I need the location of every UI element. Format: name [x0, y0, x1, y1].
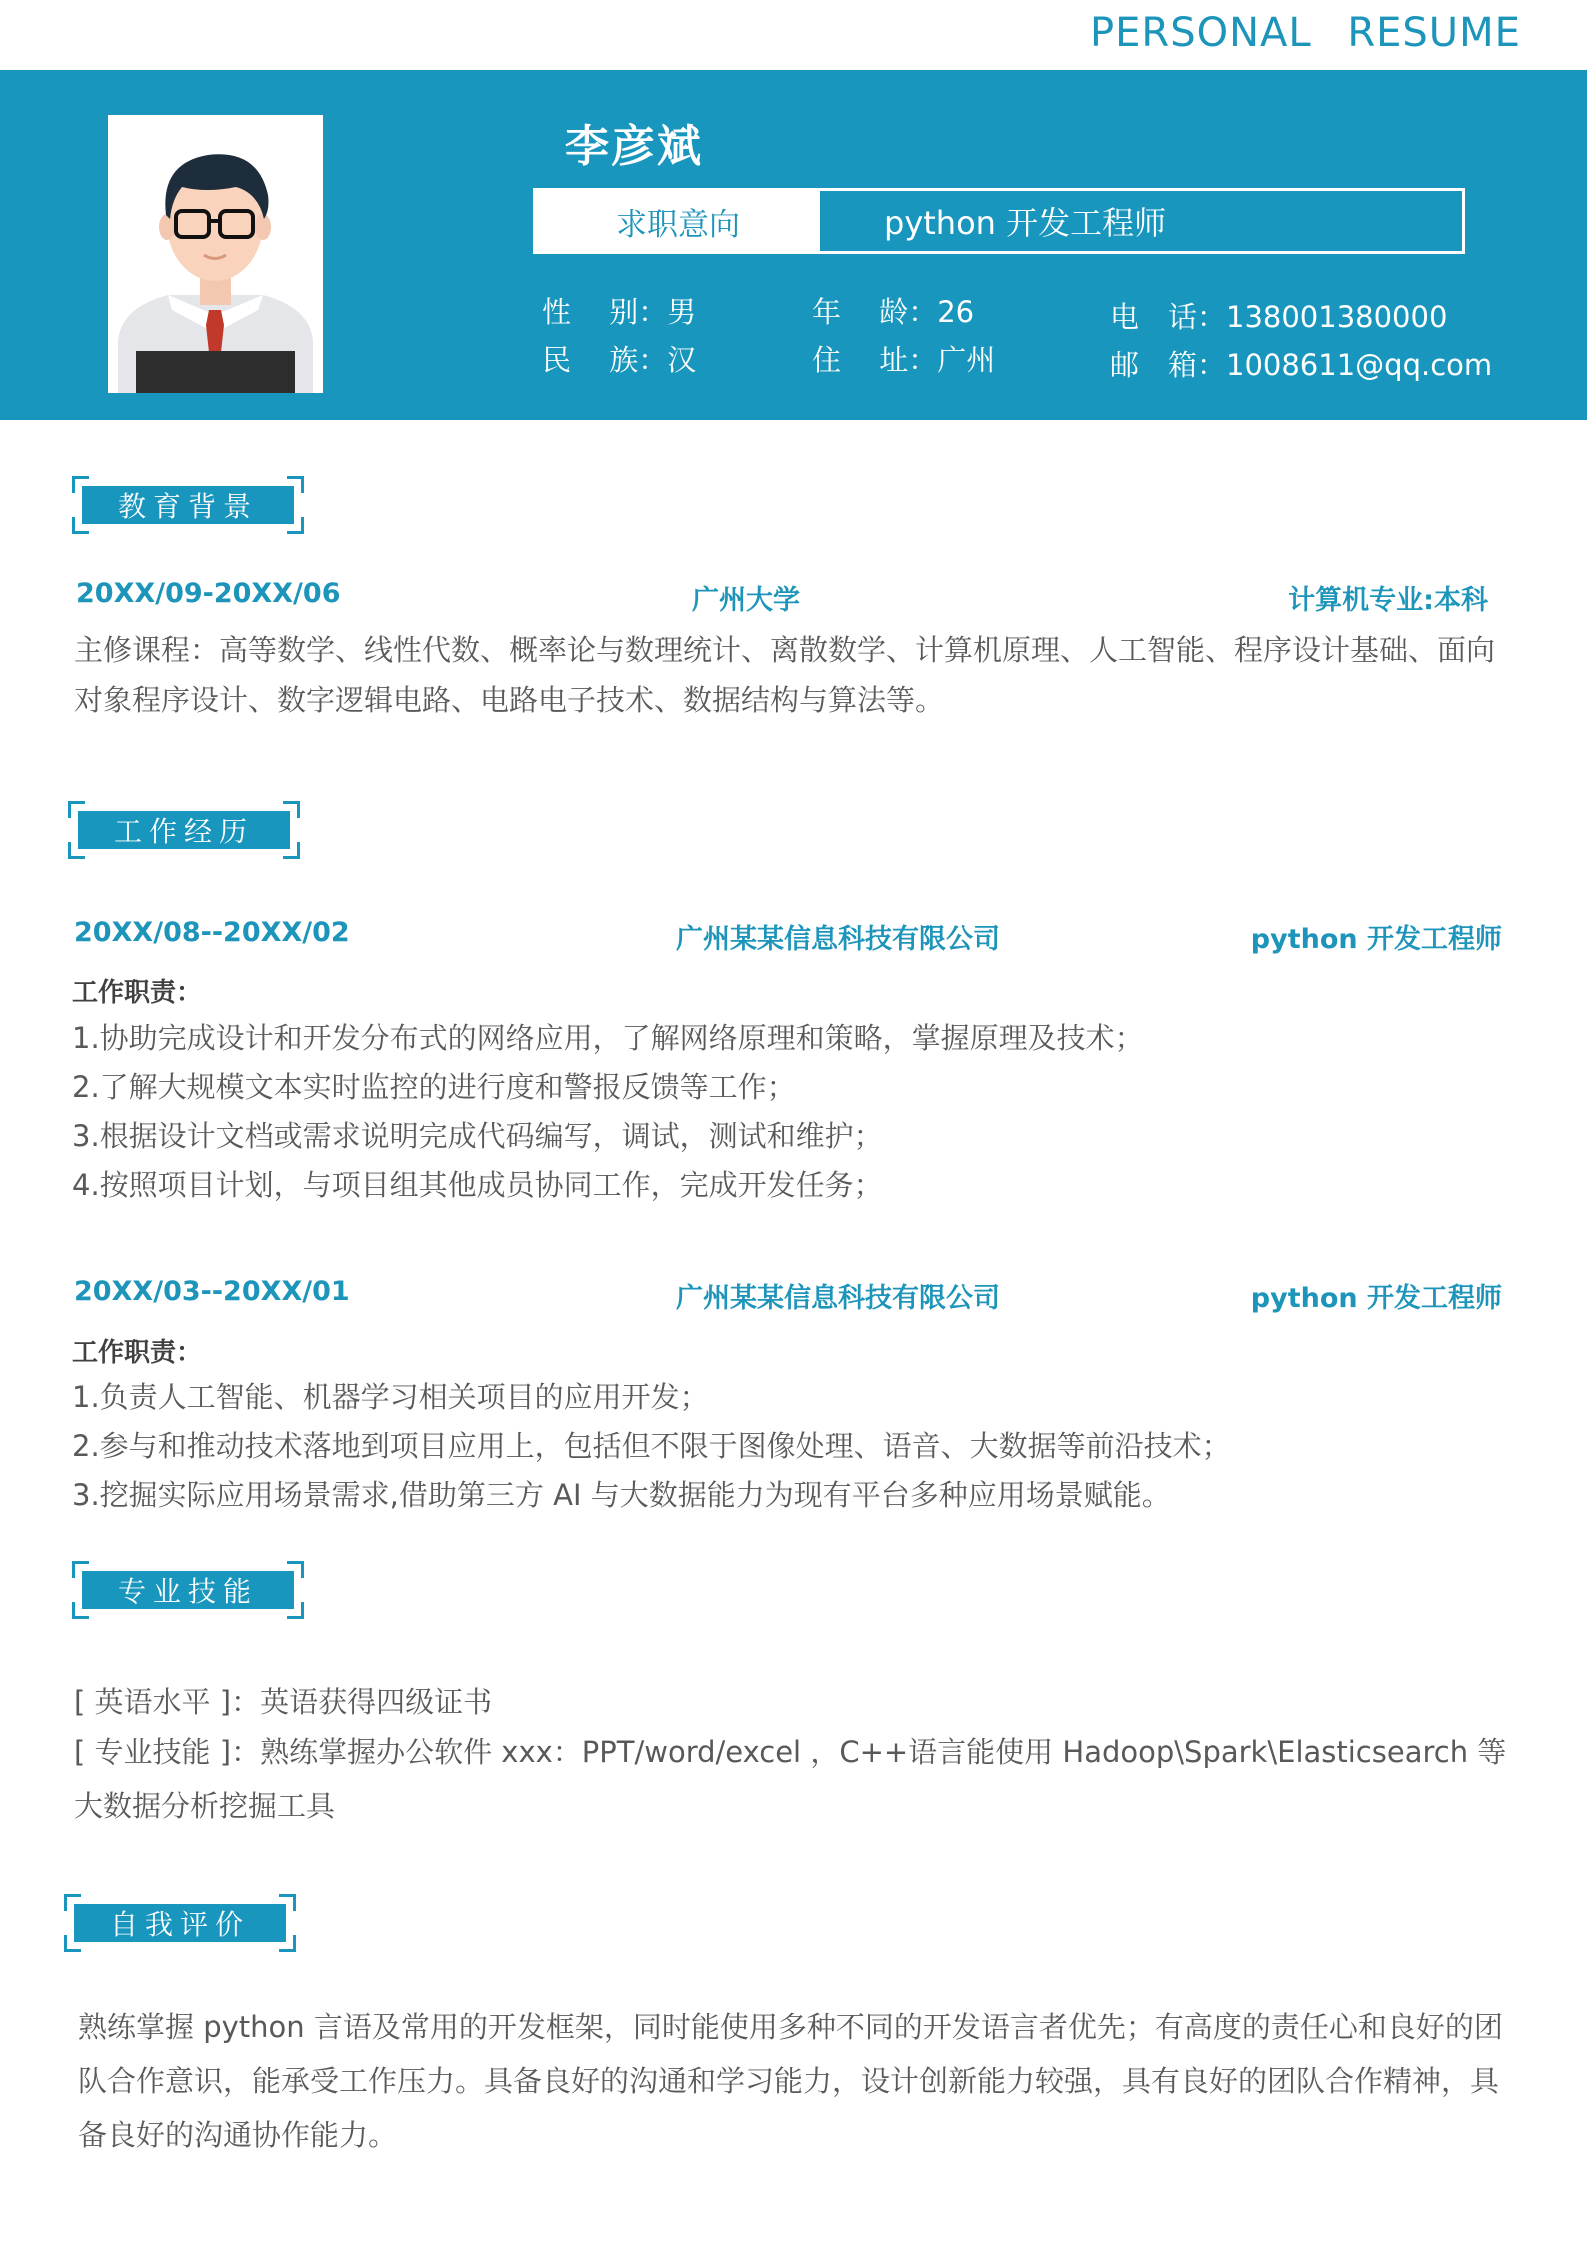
work-company: 广州某某信息科技有限公司	[676, 1283, 1000, 1314]
duty-item: 2.参与和推动技术落地到项目应用上，包括但不限于图像处理、语音、大数据等前沿技术；	[72, 1429, 1231, 1463]
section-title: 自我评价	[74, 1904, 286, 1942]
info-gender: 性 别：男	[542, 295, 697, 329]
job-intent-box	[533, 188, 1465, 254]
info-email: 邮 箱：1008611@qq.com	[1110, 348, 1493, 382]
resume-title: PERSONAL RESUME	[1090, 10, 1521, 56]
info-ethnicity: 民 族：汉	[542, 343, 697, 377]
info-age: 年 龄：26	[812, 295, 975, 329]
work-entry-2	[72, 1276, 1502, 1316]
section-title: 工作经历	[78, 811, 290, 849]
education-courses: 主修课程：高等数学、线性代数、概率论与数理统计、离散数学、计算机原理、人工智能、程序设计基础、面向对象程序设计、数字逻辑电路、电路电子技术、数据结构与算法等。	[74, 633, 1496, 717]
job-intent-label: 求职意向	[536, 191, 820, 251]
info-address: 住 址：广州	[812, 343, 996, 377]
avatar-illustration-icon	[108, 115, 323, 393]
duty-item: 4.按照项目计划，与项目组其他成员协同工作，完成开发任务；	[72, 1168, 883, 1202]
duty-item: 3.挖掘实际应用场景需求,借助第三方 AI 与大数据能力为现有平台多种应用场景赋能。	[72, 1478, 1171, 1512]
job-intent-value: python 开发工程师	[884, 204, 1167, 242]
work-position: python 开发工程师	[1250, 924, 1502, 955]
duty-item: 1.协助完成设计和开发分布式的网络应用，了解网络原理和策略，掌握原理及技术；	[72, 1021, 1144, 1055]
education-entry	[74, 578, 1500, 618]
education-date: 20XX/09-20XX/06	[76, 578, 341, 609]
section-title: 教育背景	[82, 486, 294, 524]
skill-english: [ 英语水平 ]：英语获得四级证书	[74, 1685, 493, 1719]
duty-title: 工作职责：	[72, 1338, 203, 1368]
section-header-work	[68, 801, 300, 859]
duty-item: 2.了解大规模文本实时监控的进行度和警报反馈等工作；	[72, 1070, 796, 1104]
work-entry-1	[72, 917, 1502, 957]
info-phone: 电 话：138001380000	[1110, 300, 1448, 334]
section-header-education	[72, 476, 304, 534]
work-date: 20XX/08--20XX/02	[74, 917, 350, 948]
work-date: 20XX/03--20XX/01	[74, 1276, 350, 1307]
candidate-name: 李彦斌	[565, 121, 703, 172]
education-school: 广州大学	[692, 585, 800, 616]
skill-professional: [ 专业技能 ]：熟练掌握办公软件 xxx：PPT/word/excel ，C++语言能使用 Hadoop\Spark\Elasticsearch 等大数据分析挖掘工具	[74, 1735, 1507, 1823]
duty-item: 1.负责人工智能、机器学习相关项目的应用开发；	[72, 1380, 709, 1414]
education-major: 计算机专业:本科	[1288, 585, 1488, 616]
work-company: 广州某某信息科技有限公司	[676, 924, 1000, 955]
work-position: python 开发工程师	[1250, 1283, 1502, 1314]
duty-title: 工作职责：	[72, 978, 203, 1008]
section-header-self-evaluation	[64, 1894, 296, 1952]
duty-item: 3.根据设计文档或需求说明完成代码编写，调试，测试和维护；	[72, 1119, 883, 1153]
avatar	[108, 115, 323, 393]
self-evaluation-text: 熟练掌握 python 言语及常用的开发框架，同时能使用多种不同的开发语言者优先；有高度的责任心和良好的团队合作意识，能承受工作压力。具备良好的沟通和学习能力，设计创新能力较强，具有良好的团队合作精神，具备良好的沟通协作能力。	[78, 2010, 1503, 2152]
section-title: 专业技能	[82, 1571, 294, 1609]
section-header-skills	[72, 1561, 304, 1619]
